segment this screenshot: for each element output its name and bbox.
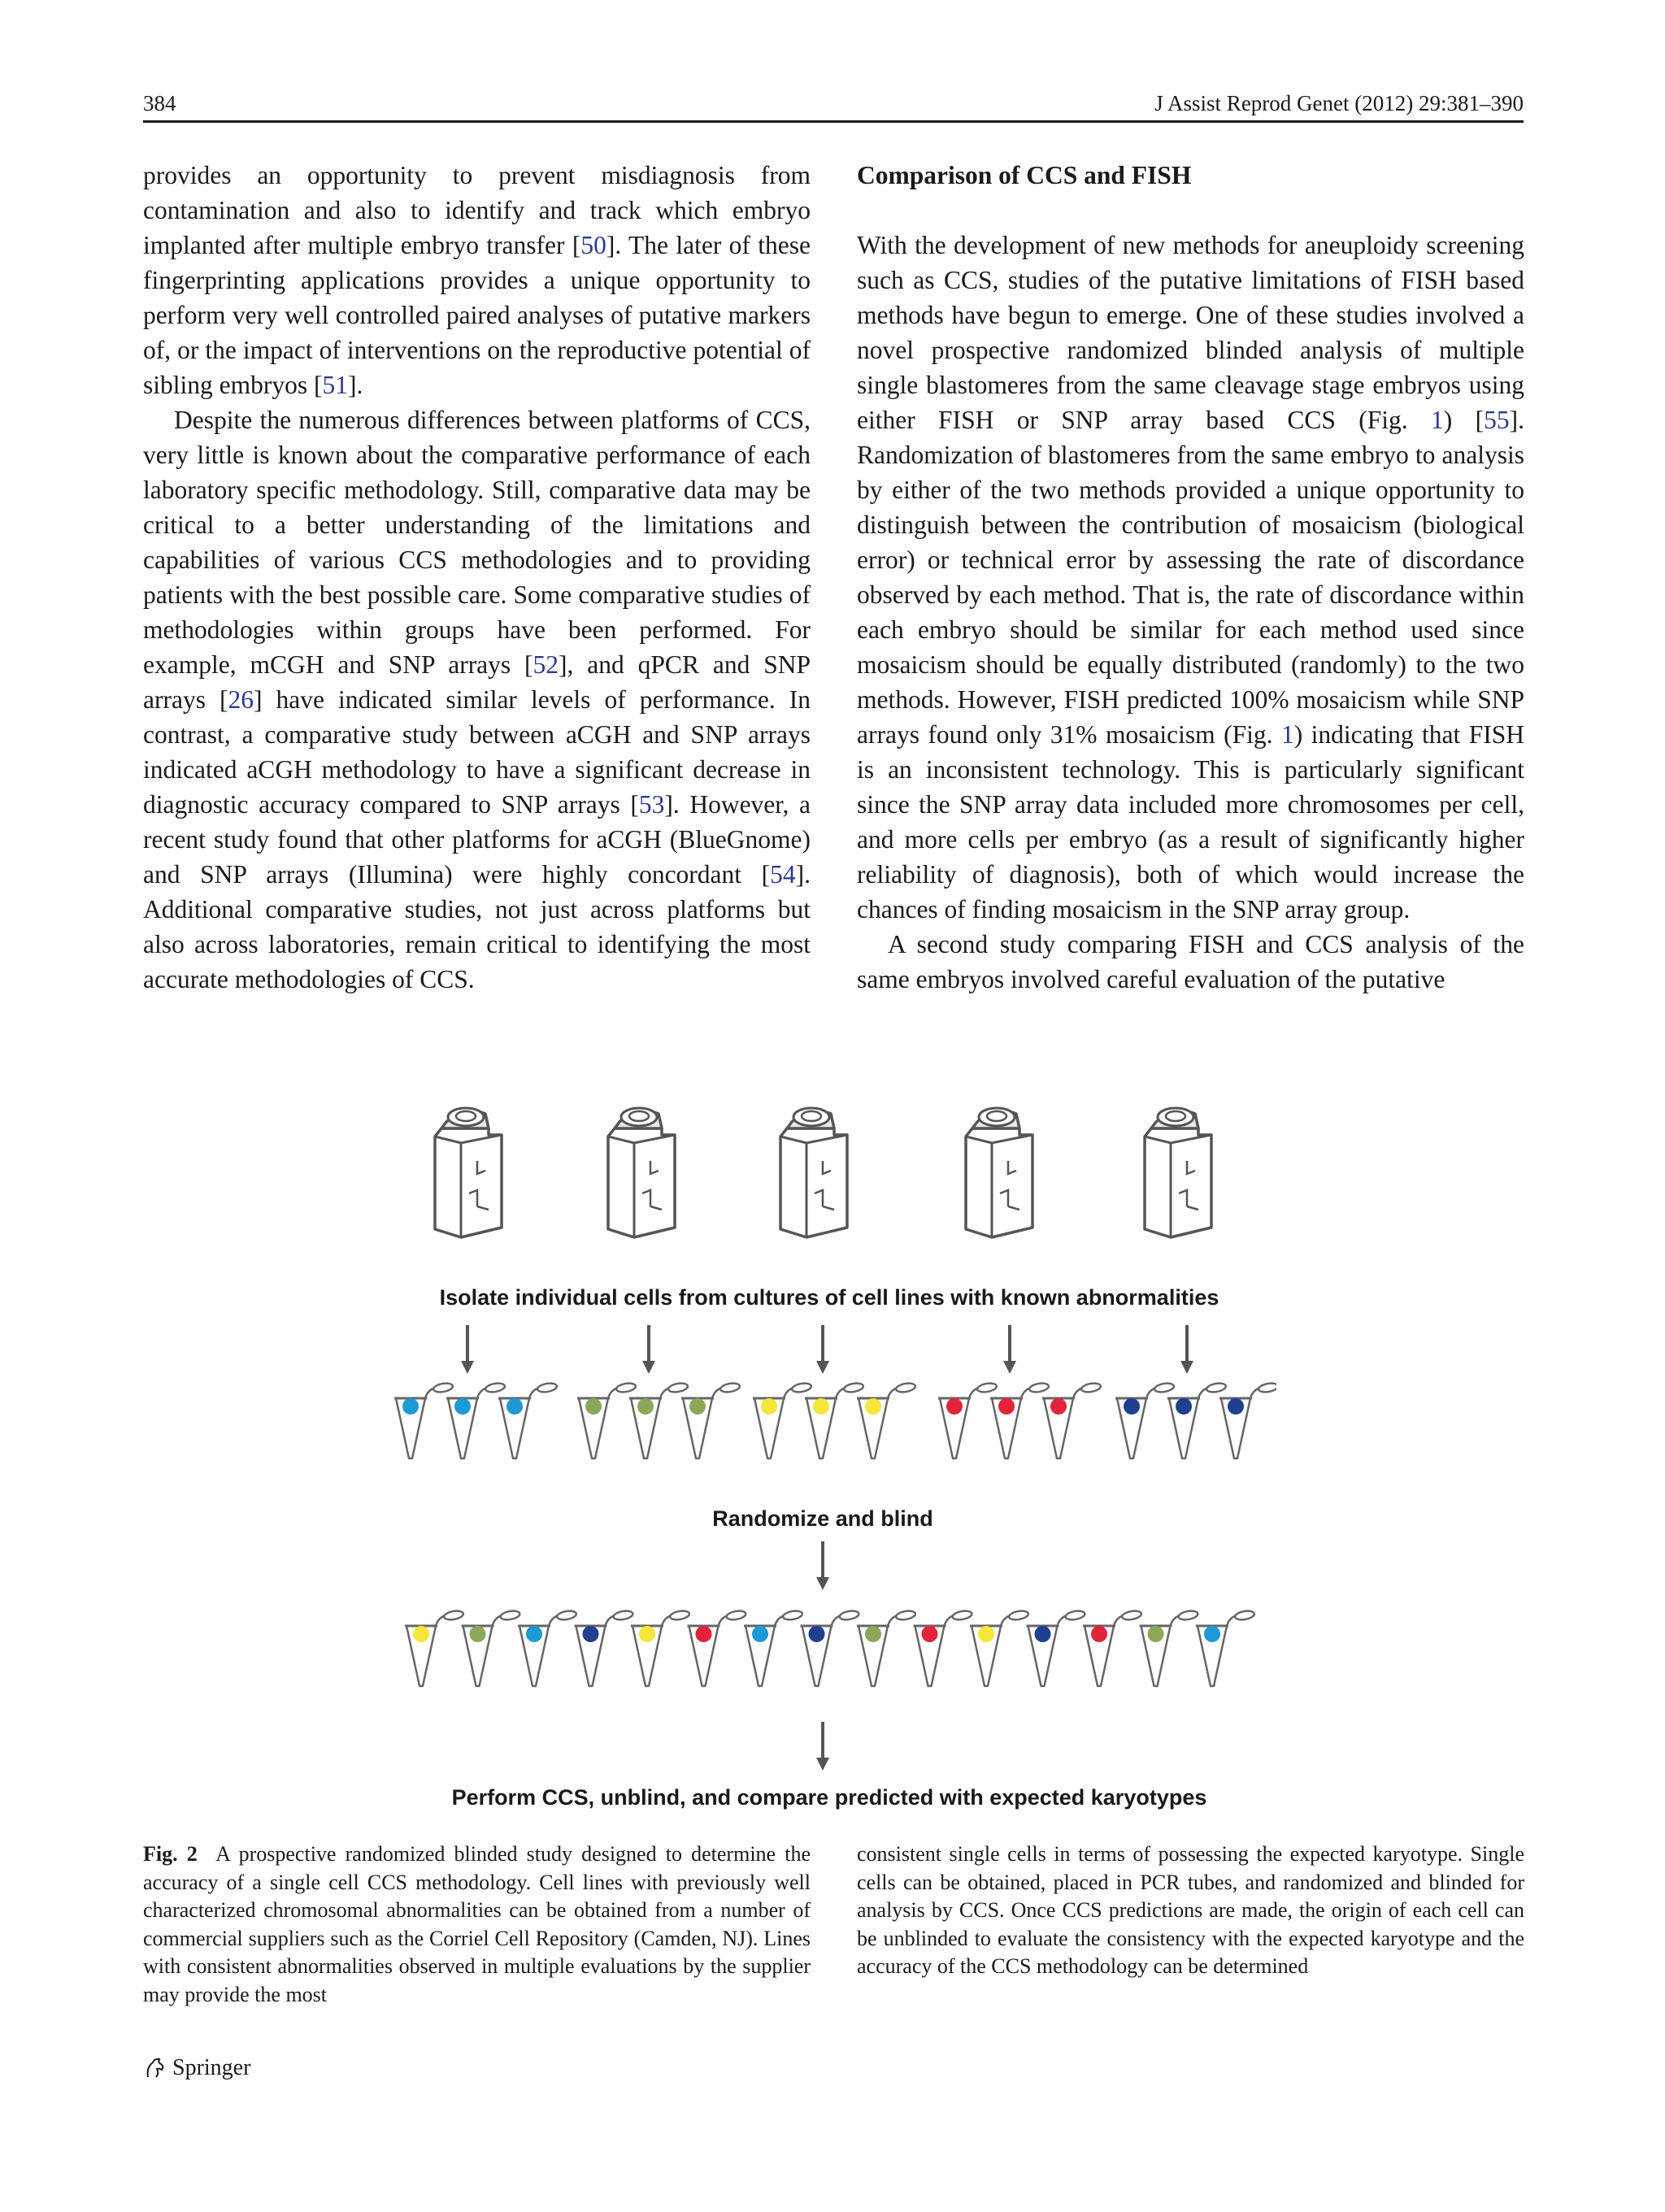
- cell-dot: [526, 1626, 542, 1642]
- cell-dot: [1124, 1398, 1140, 1415]
- flask-icon: [608, 1108, 675, 1237]
- citation-link[interactable]: 53: [638, 790, 665, 819]
- pcr-tube-navy: [1167, 1382, 1227, 1458]
- group-arrows: [461, 1325, 1193, 1374]
- label-randomize-blind: Randomize and blind: [712, 1506, 933, 1531]
- pcr-tube-blue: [744, 1610, 803, 1686]
- pcr-tube-yellow: [405, 1610, 464, 1686]
- down-arrow-icon: [642, 1325, 655, 1374]
- down-arrow-icon: [1180, 1325, 1193, 1374]
- section-heading: Comparison of CCS and FISH: [857, 161, 1192, 189]
- page-number: 384: [143, 91, 176, 115]
- right-paragraph-2: A second study comparing FISH and CCS analysis of the same embryos involved careful evaluation of the putative: [857, 930, 1524, 993]
- down-arrow-icon: [816, 1325, 829, 1374]
- pcr-tube-yellow: [631, 1610, 690, 1686]
- pcr-tube-red: [688, 1610, 747, 1686]
- springer-horse-icon: [143, 2056, 167, 2080]
- cell-dot: [454, 1398, 471, 1415]
- cell-dot: [922, 1626, 938, 1642]
- cell-dot: [813, 1398, 829, 1415]
- grouped-tubes-row: [394, 1382, 1276, 1458]
- cell-dot: [752, 1626, 768, 1642]
- pcr-tube-blue: [394, 1382, 454, 1458]
- cell-line-flasks: [435, 1108, 1211, 1237]
- cell-dot: [1228, 1398, 1244, 1415]
- cell-dot: [1204, 1626, 1220, 1642]
- pcr-tube-red: [990, 1382, 1050, 1458]
- pcr-tube-navy: [1115, 1382, 1175, 1458]
- pcr-tube-navy: [801, 1610, 860, 1686]
- down-arrow-icon: [1003, 1325, 1016, 1374]
- pcr-tube-green: [629, 1382, 689, 1458]
- cell-dot: [583, 1626, 599, 1642]
- pcr-tube-red: [1083, 1610, 1142, 1686]
- pcr-tube-yellow: [857, 1382, 916, 1458]
- cell-dot: [1176, 1398, 1192, 1415]
- journal-citation: J Assist Reprod Genet (2012) 29:381–390: [1154, 91, 1524, 115]
- down-arrow-icon: [816, 1722, 829, 1771]
- pcr-tube-yellow: [805, 1382, 864, 1458]
- citation-link[interactable]: 1: [1431, 406, 1444, 434]
- cell-dot: [470, 1626, 486, 1642]
- citation-link[interactable]: 52: [533, 650, 559, 679]
- pcr-tube-blue: [446, 1382, 506, 1458]
- pcr-tube-blue: [1196, 1610, 1255, 1686]
- citation-link[interactable]: 50: [580, 231, 606, 259]
- down-arrow-icon: [816, 1541, 829, 1590]
- flask-icon: [435, 1108, 502, 1237]
- publisher-footer: [143, 2052, 250, 2084]
- pcr-tube-navy: [1027, 1610, 1086, 1686]
- cell-dot: [637, 1398, 654, 1415]
- right-column: [857, 158, 1524, 997]
- cell-dot: [402, 1398, 419, 1415]
- left-column: [143, 158, 811, 997]
- cell-dot: [865, 1398, 881, 1415]
- cell-dot: [689, 1398, 706, 1415]
- pcr-tube-red: [938, 1382, 998, 1458]
- publisher-name: Springer: [172, 2055, 251, 2080]
- pcr-tube-red: [1042, 1382, 1102, 1458]
- flask-icon: [966, 1108, 1032, 1237]
- running-header: [143, 88, 1524, 123]
- cell-dot: [865, 1626, 881, 1642]
- pcr-tube-green: [681, 1382, 741, 1458]
- pcr-tube-navy: [575, 1610, 634, 1686]
- label-isolate-cells: Isolate individual cells from cultures of cell lines with known abnormalities: [439, 1285, 1219, 1310]
- cell-dot: [1148, 1626, 1164, 1642]
- pcr-tube-green: [577, 1382, 637, 1458]
- pcr-tube-green: [857, 1610, 916, 1686]
- figure-label: Fig. 2: [143, 1842, 198, 1866]
- cell-dot: [413, 1626, 429, 1642]
- cell-dot: [761, 1398, 777, 1415]
- cell-dot: [946, 1398, 963, 1415]
- cell-dot: [1091, 1626, 1107, 1642]
- cell-dot: [506, 1398, 523, 1415]
- citation-link[interactable]: 51: [322, 371, 348, 399]
- flask-icon: [780, 1108, 847, 1237]
- pcr-tube-blue: [518, 1610, 577, 1686]
- citation-link[interactable]: 26: [228, 685, 254, 714]
- pcr-tube-yellow: [753, 1382, 812, 1458]
- pcr-tube-green: [462, 1610, 521, 1686]
- cell-dot: [978, 1626, 994, 1642]
- figure-caption-right: consistent single cells in terms of possessing the expected karyotype. Single cells can be obtained, placed in PCR tubes, and randomized and blinded for analysis by CCS. Once CCS predictions are made, the origin of each cell can be unblinded to evaluate the consistency with the expected karyotype and the accuracy of the CCS methodology can be determined: [857, 1842, 1524, 1978]
- pcr-tube-blue: [498, 1382, 558, 1458]
- cell-dot: [639, 1626, 655, 1642]
- cell-dot: [998, 1398, 1015, 1415]
- figure-2-svg: [382, 1089, 1276, 1829]
- pcr-tube-green: [1140, 1610, 1199, 1686]
- cell-dot: [696, 1626, 712, 1642]
- figure-2-diagram: [382, 1089, 1276, 1829]
- citation-link[interactable]: 54: [770, 860, 796, 889]
- figure-caption-left: [143, 1840, 811, 2009]
- caption-text-left: A prospective randomized blinded study designed to determine the accuracy of a single cell CCS methodology. Cell lines with previously well characterized chromosomal abnormalities can be obtained from a number of commercial suppliers such as the Corriel Cell Repository (Camden, NJ). Lines with consistent abnormalities observed in multiple evaluations by the supplier may provide the most: [143, 1842, 811, 2006]
- cell-dot: [1035, 1626, 1051, 1642]
- citation-link[interactable]: 55: [1484, 406, 1510, 434]
- left-paragraph-2: Despite the numerous differences between platforms of CCS, very little is known about the comparative performance of each laboratory specific methodology. Still, comparative data may be critical to a better understanding of the limitations and capabilities of various CCS methodologies and to providing patients with the best possible care. Some comparative studies of methodologies within groups have been performed. For example, mCGH and SNP arrays [52], and qPCR and SNP arrays [26] have indicated similar levels of performance. In contrast, a comparative study between aCGH and SNP arrays indicated aCGH methodology to have a significant decrease in diagnostic accuracy compared to SNP arrays [53]. However, a recent study found that other platforms for aCGH (BlueGnome) and SNP arrays (Illumina) were highly concordant [54]. Additional comparative studies, not just across platforms but also across laboratories, remain critical to identifying the most accurate methodologies of CCS.: [143, 406, 811, 993]
- randomized-tubes-row: [405, 1610, 1255, 1686]
- pcr-tube-navy: [1219, 1382, 1276, 1458]
- left-paragraph-1: provides an opportunity to prevent misdiagnosis from contamination and also to identify and track which embryo implanted after multiple embryo transfer [50]. The later of these fingerprinting applications provides a unique opportunity to perform very well controlled paired analyses of putative markers of, or the impact of interventions on the reproductive potential of sibling embryos [51].: [143, 161, 811, 399]
- pcr-tube-red: [914, 1610, 973, 1686]
- pcr-tube-yellow: [970, 1610, 1029, 1686]
- cell-dot: [809, 1626, 825, 1642]
- label-perform-ccs: Perform CCS, unblind, and compare predicted with expected karyotypes: [451, 1785, 1207, 1810]
- cell-dot: [1050, 1398, 1067, 1415]
- down-arrow-icon: [461, 1325, 474, 1374]
- flask-icon: [1145, 1108, 1211, 1237]
- cell-dot: [585, 1398, 602, 1415]
- right-paragraph-1: With the development of new methods for aneuploidy screening such as CCS, studies of the putative limitations of FISH based methods have begun to emerge. One of these studies involved a novel prospective randomized blinded analysis of multiple single blastomeres from the same cleavage stage embryos using either FISH or SNP array based CCS (Fig. 1) [55]. Randomization of blastomeres from the same embryo to analysis by either of the two methods provided a unique opportunity to distinguish between the contribution of mosaicism (biological error) or technical error by assessing the rate of discordance observed by each method. That is, the rate of discordance within each embryo should be similar for each method used since mosaicism should be equally distributed (randomly) to the two methods. However, FISH predicted 100% mosaicism while SNP arrays found only 31% mosaicism (Fig. 1) indicating that FISH is an inconsistent technology. This is particularly significant since the SNP array data included more chromosomes per cell, and more cells per embryo (as a result of significantly higher reliability of diagnosis), both of which would increase the chances of finding mosaicism in the SNP array group.: [857, 231, 1524, 923]
- citation-link[interactable]: 1: [1280, 720, 1294, 749]
